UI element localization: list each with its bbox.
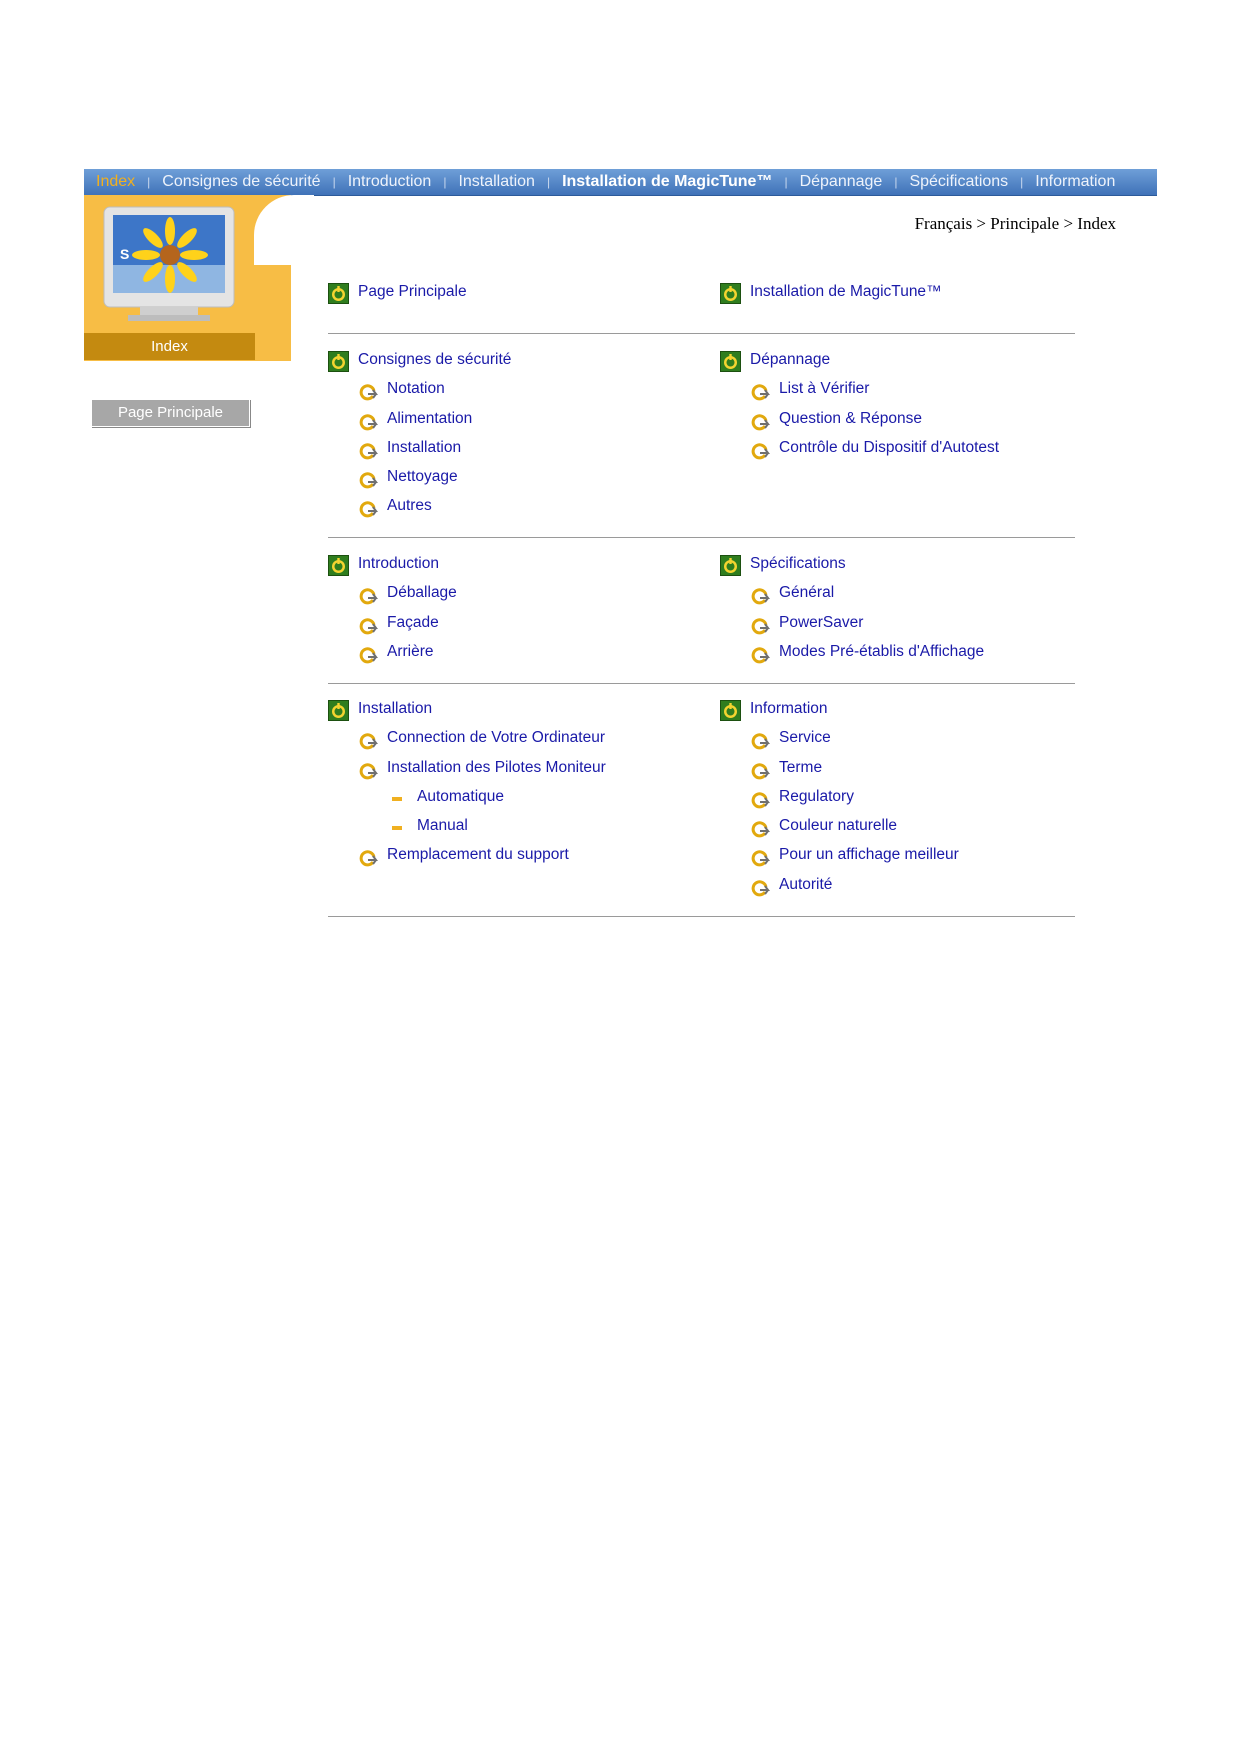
left-column <box>328 553 698 670</box>
nav-separator: | <box>443 175 447 189</box>
section-heading-link[interactable] <box>328 281 698 310</box>
list-item-link[interactable] <box>328 815 698 844</box>
arrow-icon <box>359 732 378 751</box>
list-item-link[interactable] <box>328 727 698 756</box>
nav-troubleshooting[interactable]: Dépannage <box>799 173 883 190</box>
power-icon <box>720 555 741 576</box>
left-column <box>328 698 698 874</box>
list-item-link[interactable] <box>720 757 1090 786</box>
list-item-link[interactable] <box>720 582 1090 611</box>
nav-separator: | <box>894 175 898 189</box>
left-column <box>328 349 698 525</box>
link-label[interactable]: PowerSaver <box>779 613 864 631</box>
breadcrumb: Français > Principale > Index <box>914 214 1116 233</box>
arrow-icon <box>359 442 378 461</box>
link-label[interactable]: Manual <box>417 817 468 835</box>
link-label[interactable]: Contrôle du Dispositif d'Autotest <box>779 438 1000 456</box>
arrow-icon <box>359 617 378 636</box>
monitor-letter: S <box>120 246 130 262</box>
list-item-link[interactable] <box>720 844 1090 873</box>
link-label[interactable]: Page Principale <box>358 283 467 300</box>
list-item-link[interactable] <box>328 844 698 873</box>
power-icon <box>328 555 349 576</box>
link-label[interactable]: Regulatory <box>779 787 854 805</box>
link-label[interactable]: Spécifications <box>750 555 846 572</box>
link-label[interactable]: List à Vérifier <box>779 380 870 398</box>
link-label[interactable]: Information <box>750 700 828 717</box>
list-item-link[interactable] <box>328 582 698 611</box>
arrow-icon <box>751 849 770 868</box>
list-item-link[interactable] <box>328 378 698 407</box>
section-heading-link[interactable] <box>720 281 1090 310</box>
link-label[interactable]: Installation <box>387 438 462 456</box>
home-button[interactable]: Page Principale <box>91 399 250 427</box>
nav-separator: | <box>332 175 336 189</box>
monitor-illustration <box>100 205 238 325</box>
list-item-link[interactable] <box>720 815 1090 844</box>
link-label[interactable]: Général <box>779 584 835 602</box>
divider <box>328 333 1075 334</box>
dash-icon <box>392 797 402 801</box>
right-column <box>720 698 1090 903</box>
link-label[interactable]: Installation de MagicTune™ <box>750 283 942 300</box>
link-label[interactable]: Autorité <box>779 875 833 893</box>
list-item-link[interactable] <box>328 757 698 786</box>
link-label[interactable]: Question & Réponse <box>779 409 923 427</box>
power-icon <box>328 283 349 304</box>
link-label[interactable]: Remplacement du support <box>387 846 569 864</box>
link-label[interactable]: Terme <box>779 758 823 776</box>
power-icon <box>720 283 741 304</box>
section-heading-link[interactable] <box>328 553 698 582</box>
list-item-link[interactable] <box>720 727 1090 756</box>
link-label[interactable]: Service <box>779 729 831 747</box>
arrow-icon <box>359 587 378 606</box>
link-label[interactable]: Façade <box>387 613 439 631</box>
list-item-link[interactable] <box>328 408 698 437</box>
section-heading-link[interactable] <box>328 698 698 727</box>
arrow-icon <box>359 849 378 868</box>
divider <box>328 916 1075 917</box>
link-label[interactable]: Installation <box>358 700 433 717</box>
arrow-icon <box>751 587 770 606</box>
link-label[interactable]: Consignes de sécurité <box>358 351 512 368</box>
list-item-link[interactable] <box>720 408 1090 437</box>
nav-separator: | <box>546 175 551 189</box>
top-nav <box>84 169 1157 196</box>
dash-icon <box>392 826 402 830</box>
nav-specifications[interactable]: Spécifications <box>909 173 1009 190</box>
right-column <box>720 281 1090 310</box>
link-label[interactable]: Arrière <box>387 642 434 660</box>
link-label[interactable]: Nettoyage <box>387 468 458 486</box>
nav-installation[interactable]: Installation <box>458 173 535 190</box>
arrow-icon <box>751 617 770 636</box>
arrow-icon <box>359 500 378 519</box>
list-item-link[interactable] <box>328 437 698 466</box>
nav-magictune[interactable]: Installation de MagicTune™ <box>562 173 773 190</box>
index-label: Index <box>84 333 255 360</box>
nav-separator: | <box>784 175 788 189</box>
power-icon <box>328 351 349 372</box>
list-item-link[interactable] <box>720 437 1090 466</box>
list-item-link[interactable] <box>328 466 698 495</box>
left-column <box>328 281 698 310</box>
arrow-icon <box>751 732 770 751</box>
link-label[interactable]: Connection de Votre Ordinateur <box>387 729 605 747</box>
link-label[interactable]: Automatique <box>417 787 505 805</box>
list-item-link[interactable] <box>720 874 1090 903</box>
nav-information[interactable]: Information <box>1035 173 1116 190</box>
arrow-icon <box>751 442 770 461</box>
nav-index[interactable]: Index <box>96 173 136 190</box>
link-label[interactable]: Autres <box>387 497 432 515</box>
link-label[interactable]: Dépannage <box>750 351 831 368</box>
list-item-link[interactable] <box>720 612 1090 641</box>
link-label[interactable]: Installation des Pilotes Moniteur <box>387 758 606 776</box>
list-item-link[interactable] <box>720 641 1090 670</box>
list-item-link[interactable] <box>328 612 698 641</box>
arrow-icon <box>751 879 770 898</box>
list-item-link[interactable] <box>328 786 698 815</box>
link-label[interactable]: Introduction <box>358 555 439 572</box>
right-column <box>720 349 1090 466</box>
nav-separator: | <box>147 175 151 189</box>
nav-separator: | <box>1020 175 1024 189</box>
arrow-icon <box>359 383 378 402</box>
arrow-icon <box>751 646 770 665</box>
link-label[interactable]: Notation <box>387 380 445 398</box>
list-item-link[interactable] <box>720 786 1090 815</box>
divider <box>328 683 1075 684</box>
arrow-icon <box>359 471 378 490</box>
section-heading-link[interactable] <box>720 698 1090 727</box>
arrow-icon <box>751 413 770 432</box>
list-item-link[interactable] <box>720 378 1090 407</box>
section-heading-link[interactable] <box>720 349 1090 378</box>
arrow-icon <box>751 791 770 810</box>
power-icon <box>328 700 349 721</box>
right-column <box>720 553 1090 670</box>
link-label[interactable]: Alimentation <box>387 409 473 427</box>
link-label[interactable]: Pour un affichage meilleur <box>779 846 959 864</box>
link-label[interactable]: Déballage <box>387 584 457 602</box>
list-item-link[interactable] <box>328 495 698 524</box>
arrow-icon <box>359 413 378 432</box>
arrow-icon <box>359 646 378 665</box>
power-icon <box>720 700 741 721</box>
section-heading-link[interactable] <box>328 349 698 378</box>
arrow-icon <box>359 762 378 781</box>
power-icon <box>720 351 741 372</box>
arrow-icon <box>751 383 770 402</box>
arrow-icon <box>751 762 770 781</box>
section-heading-link[interactable] <box>720 553 1090 582</box>
list-item-link[interactable] <box>328 641 698 670</box>
link-label[interactable]: Couleur naturelle <box>779 817 898 835</box>
nav-introduction[interactable]: Introduction <box>347 173 432 190</box>
divider <box>328 537 1075 538</box>
nav-safety[interactable]: Consignes de sécurité <box>162 173 321 190</box>
arrow-icon <box>751 820 770 839</box>
link-label[interactable]: Modes Pré-établis d'Affichage <box>779 642 985 660</box>
